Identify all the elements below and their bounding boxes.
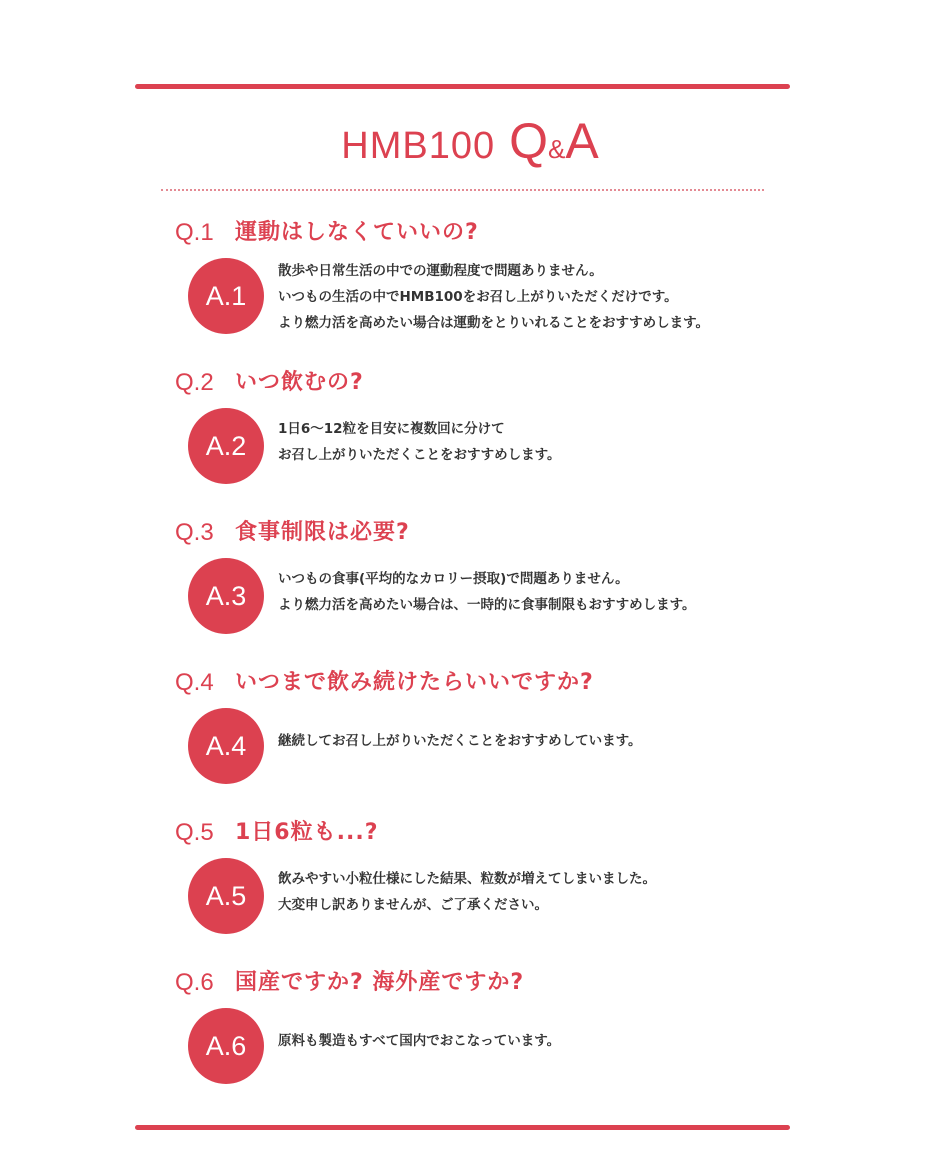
- answer-badge: A.4: [188, 708, 264, 784]
- answer-line: いつもの食事(平均的なカロリー摂取)で問題ありません。: [278, 571, 629, 587]
- qa-item-2: [175, 368, 795, 463]
- answer-line: より燃力活を高めたい場合は、一時的に食事制限もおすすめします。: [278, 597, 696, 613]
- question-number: Q.4: [175, 669, 214, 696]
- answer-line: 散歩や日常生活の中での運動程度で問題ありません。: [278, 263, 603, 279]
- page-title: [0, 112, 940, 170]
- answer-badge: A.1: [188, 258, 264, 334]
- answer-badge: A.3: [188, 558, 264, 634]
- qa-item-4: [175, 668, 795, 761]
- answer-badge: A.5: [188, 858, 264, 934]
- question-number: Q.5: [175, 819, 214, 846]
- qa-item-1: [175, 218, 795, 331]
- answer-text: [278, 566, 778, 618]
- answer-line: 継続してお召し上がりいただくことをおすすめしています。: [278, 733, 642, 749]
- dotted-separator: [161, 189, 764, 191]
- qa-item-6: [175, 968, 795, 1061]
- question-number: Q.1: [175, 219, 214, 246]
- question-text: いつまで飲み続けたらいいですか?: [235, 670, 594, 695]
- qa-item-3: [175, 518, 795, 613]
- top-divider: [135, 84, 790, 89]
- title-ampersand: &: [548, 134, 566, 164]
- answer-line: 大変申し訳ありませんが、ご了承ください。: [278, 897, 548, 913]
- answer-badge: A.2: [188, 408, 264, 484]
- qa-item-5: [175, 818, 795, 913]
- question-text: いつ飲むの?: [235, 370, 364, 395]
- answer-badge: A.6: [188, 1008, 264, 1084]
- answer-line: いつもの生活の中でHMB100をお召し上がりいただくだけです。: [278, 289, 678, 305]
- question-number: Q.2: [175, 369, 214, 396]
- answer-line: 1日6〜12粒を目安に複数回に分けて: [278, 421, 505, 437]
- question-number: Q.3: [175, 519, 214, 546]
- title-product-name: HMB100: [341, 125, 496, 167]
- question-5: [175, 818, 795, 852]
- question-text: 食事制限は必要?: [235, 520, 410, 545]
- title-q: Q: [509, 113, 549, 169]
- bottom-divider: [135, 1125, 790, 1130]
- answer-text: [278, 416, 778, 468]
- answer-line: より燃力活を高めたい場合は運動をとりいれることをおすすめします。: [278, 315, 710, 331]
- answer-line: 飲みやすい小粒仕様にした結果、粒数が増えてしまいました。: [278, 871, 656, 887]
- question-text: 1日6粒も...?: [235, 820, 379, 845]
- question-number: Q.6: [175, 969, 214, 996]
- question-text: 運動はしなくていいの?: [235, 220, 479, 245]
- answer-line: 原料も製造もすべて国内でおこなっています。: [278, 1033, 561, 1049]
- answer-text: [278, 728, 778, 754]
- question-text: 国産ですか? 海外産ですか?: [235, 970, 525, 995]
- answer-text: [278, 1028, 778, 1054]
- question-4: [175, 668, 795, 702]
- question-3: [175, 518, 795, 552]
- question-1: [175, 218, 795, 252]
- answer-text: [278, 258, 778, 336]
- title-a: A: [565, 113, 599, 169]
- answer-line: お召し上がりいただくことをおすすめします。: [278, 447, 561, 463]
- question-2: [175, 368, 795, 402]
- question-6: [175, 968, 795, 1002]
- answer-text: [278, 866, 778, 918]
